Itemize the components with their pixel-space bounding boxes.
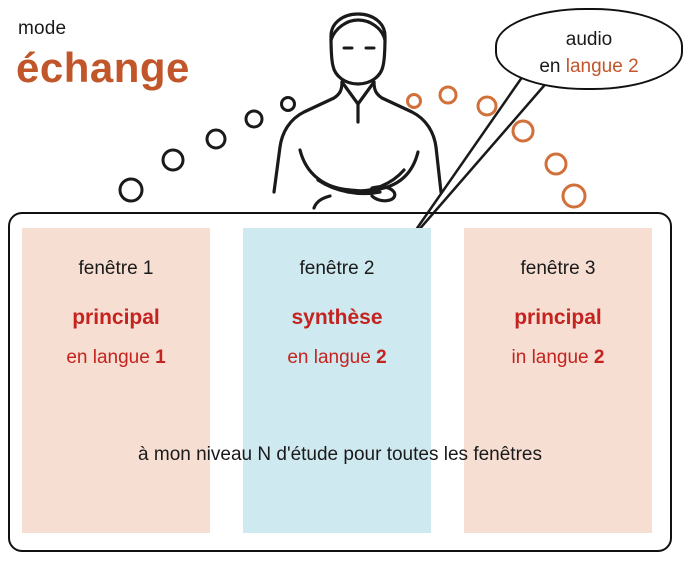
window-1-language-number: 1 [155, 347, 166, 368]
window-3-language-number: 2 [593, 347, 605, 368]
speech-bubble-line1: audio [565, 29, 613, 50]
window-panel-3 [464, 228, 652, 533]
speech-bubble-line2 [495, 53, 683, 80]
window-2-language [243, 347, 431, 369]
window-3-language [464, 347, 652, 369]
mode-label: mode [18, 18, 67, 39]
window-2-language-prefix: en langue [287, 347, 377, 368]
page-title: échange [16, 44, 190, 91]
speech-bubble-text [495, 26, 683, 80]
window-panel-2 [243, 228, 431, 533]
bubble-trail-right-icon [408, 87, 586, 207]
window-2-title: fenêtre 2 [299, 258, 375, 279]
footer-note: à mon niveau N d'étude pour toutes les fenêtres [138, 444, 542, 465]
window-3-language-prefix: in langue [511, 347, 594, 368]
speech-bubble-line2-prefix: en [539, 56, 566, 77]
window-2-language-number: 2 [376, 347, 387, 368]
window-1-language [22, 347, 210, 369]
window-3-title: fenêtre 3 [520, 258, 596, 279]
window-1-language-prefix: en langue [66, 347, 156, 368]
window-panel-1 [22, 228, 210, 533]
window-2-role: synthèse [291, 306, 383, 329]
window-1-title: fenêtre 1 [78, 258, 154, 279]
speech-bubble-line2-highlight: langue 2 [565, 56, 639, 77]
window-3-role: principal [514, 306, 602, 329]
window-1-role: principal [72, 306, 160, 329]
person-illustration-icon [274, 14, 441, 208]
bubble-trail-left-icon [120, 98, 295, 202]
